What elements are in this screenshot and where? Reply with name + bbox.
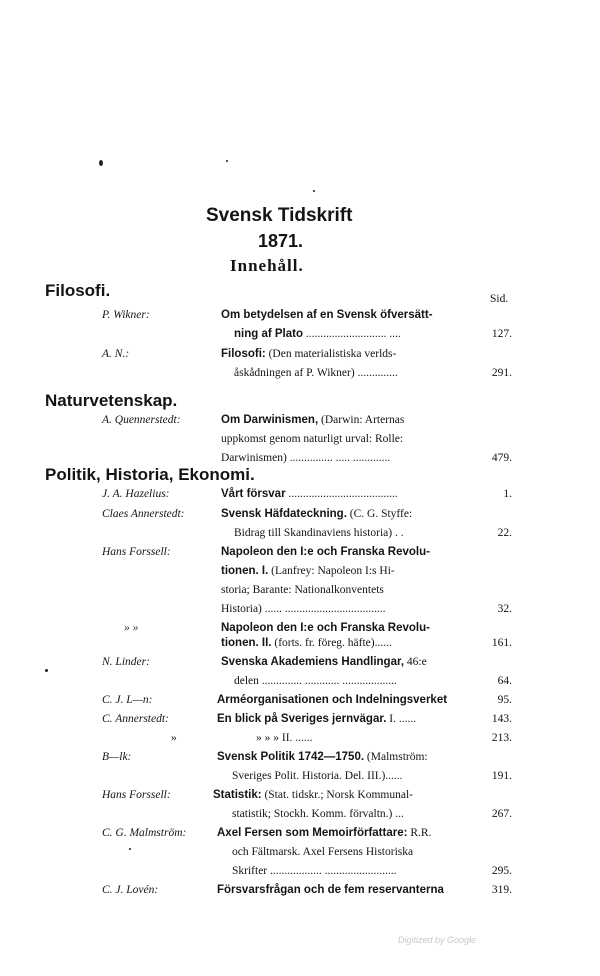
entry-line: Svensk Politik 1742—1750. (Malmström:	[217, 751, 428, 763]
ink-mark	[99, 160, 103, 166]
entry-line: » » » II. ......	[256, 732, 313, 744]
entry-line: Om Darwinismen, (Darwin: Arternas	[221, 414, 405, 426]
entry-page: 295.	[491, 865, 512, 877]
year: 1871.	[258, 231, 304, 251]
entry-author: A. Quennerstedt:	[102, 414, 181, 426]
entry-page: 127.	[491, 328, 512, 340]
entry-line: Statistik: (Stat. tidskr.; Norsk Kommunal-	[213, 789, 413, 801]
entry-page: 161.	[491, 637, 512, 649]
entry-line: uppkomst genom naturligt urval: Rolle:	[221, 433, 404, 445]
entry-author: C. Annerstedt:	[102, 713, 169, 725]
entry-page: 267.	[491, 808, 512, 820]
entry-author: B—lk:	[102, 751, 132, 763]
entry-line: Försvarsfrågan och de fem reservanterna	[217, 884, 444, 896]
entry-page: 479.	[491, 452, 512, 464]
entry-line: ning af Plato ............................ ....	[234, 328, 401, 340]
entry-author: C. J. Lovén:	[102, 884, 159, 896]
entry-line: Bidrag till Skandinaviens historia) . .	[234, 527, 404, 539]
ink-mark	[129, 848, 131, 850]
entry-page: 64.	[497, 675, 512, 687]
entry-line: Napoleon den I:e och Franska Revolu-	[221, 546, 430, 558]
journal-title: Svensk Tidskrift	[206, 205, 353, 226]
entry-author: N. Linder:	[102, 656, 150, 668]
entry-author: C. G. Malmström:	[102, 827, 187, 839]
entry-line: delen .............. ............ ...................	[234, 675, 397, 687]
entry-line: Om betydelsen af en Svensk öfversätt-	[221, 309, 433, 321]
entry-line: Skrifter .................. .........................	[232, 865, 397, 877]
digitized-watermark: Digitized by Google	[398, 935, 477, 945]
entry-author: A. N.:	[102, 348, 130, 360]
entry-author: Hans Forssell:	[102, 546, 171, 558]
entry-line: och Fältmarsk. Axel Fersens Historiska	[232, 846, 414, 858]
section-heading-politik: Politik, Historia, Ekonomi.	[45, 465, 255, 484]
entry-author: Claes Annerstedt:	[102, 508, 185, 520]
entry-line: Axel Fersen som Memoirförfattare: R.R.	[217, 827, 432, 839]
entry-author: »	[171, 732, 177, 744]
entry-line: Vårt försvar ......................................	[221, 488, 398, 500]
section-heading-naturvetenskap: Naturvetenskap.	[45, 391, 178, 410]
page-column-label: Sid.	[490, 293, 509, 305]
entry-line: Filosofi: (Den materialistiska verlds-	[221, 348, 397, 360]
section-heading-filosofi: Filosofi.	[45, 281, 111, 300]
ink-mark	[45, 669, 48, 672]
entry-line: Svensk Häfdateckning. (C. G. Styffe:	[221, 508, 413, 520]
entry-line: Sveriges Polit. Historia. Del. III.)......	[232, 770, 403, 782]
entry-line: Svenska Akademiens Handlingar, 46:e	[221, 656, 427, 668]
entry-line: storia; Barante: Nationalkonventets	[221, 584, 384, 596]
entry-page: 1.	[503, 488, 512, 500]
entry-page: 22.	[497, 527, 512, 539]
entry-page: 213.	[491, 732, 512, 744]
entry-page: 95.	[497, 694, 512, 706]
entry-line: tionen. II. (forts. fr. föreg. häfte)......	[221, 637, 392, 649]
entry-author: C. J. L—n:	[102, 694, 153, 706]
entry-author: P. Wikner:	[102, 309, 150, 321]
entry-page: 291.	[491, 367, 512, 379]
entry-author: » »	[124, 622, 139, 634]
ink-mark	[313, 190, 315, 192]
entry-page: 32.	[497, 603, 512, 615]
entry-line: Napoleon den I:e och Franska Revolu-	[221, 622, 430, 634]
entry-line: statistik; Stockh. Komm. förvaltn.) ...	[232, 808, 404, 820]
entry-page: 319.	[491, 884, 512, 896]
contents-heading: Innehåll.	[230, 256, 304, 275]
entry-line: En blick på Sveriges jernvägar. I. ......	[217, 713, 417, 725]
entry-line: Darwinismen) ............... ..... .............	[221, 452, 391, 464]
entry-line: åskådningen af P. Wikner) ..............	[234, 367, 398, 379]
entry-page: 191.	[491, 770, 512, 782]
ink-mark	[226, 160, 228, 162]
entry-line: Arméorganisationen och Indelningsverket	[217, 694, 448, 706]
entry-author: Hans Forssell:	[102, 789, 171, 801]
entry-page: 143.	[491, 713, 512, 725]
entry-author: J. A. Hazelius:	[102, 488, 170, 500]
entry-line: Historia) ...... ...................................	[221, 603, 386, 615]
entry-line: tionen. I. (Lanfrey: Napoleon I:s Hi-	[221, 565, 395, 577]
